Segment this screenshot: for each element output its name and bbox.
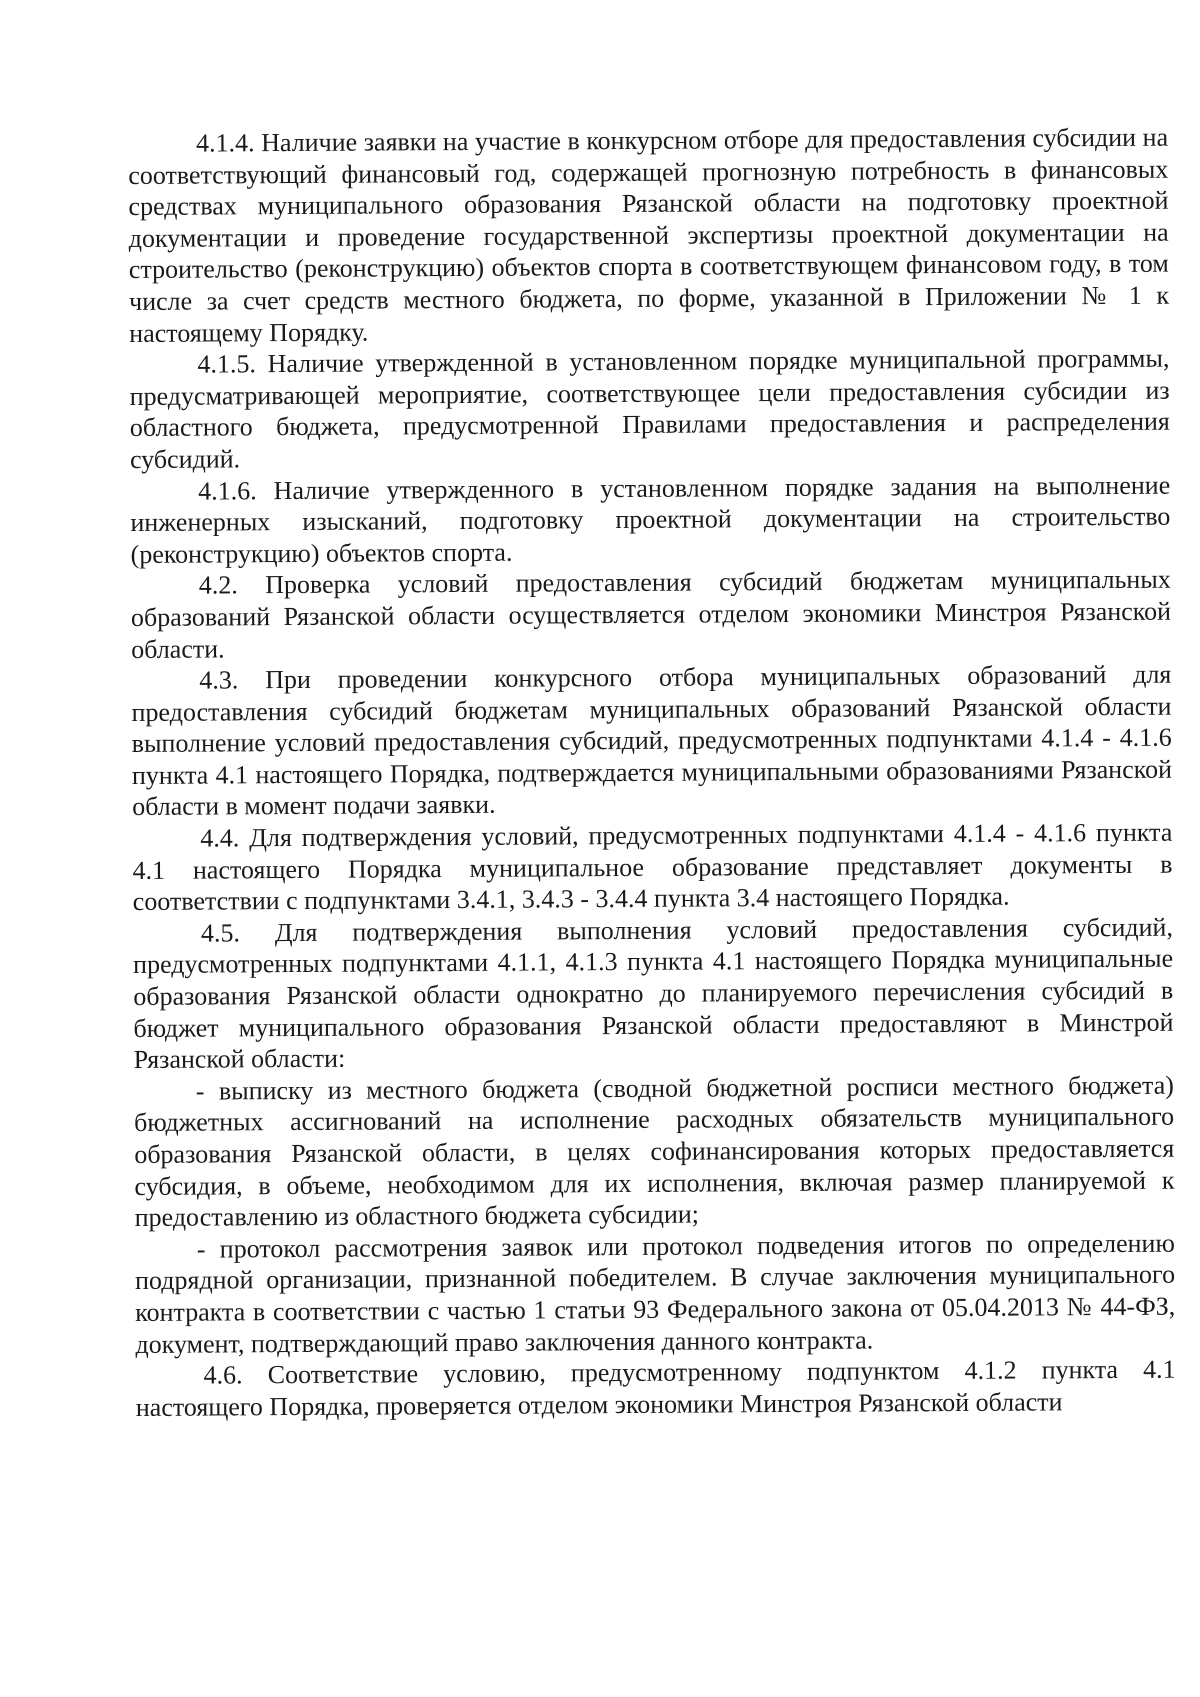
- document-body: [128, 122, 1176, 1424]
- paragraph-4-5: 4.5. Для подтверждения выполнения условий предоставления субсидий, предусмотренных подпунктами 4.1.1, 4.1.3 пункта 4.1 настоящего Порядка муниципальные образования Рязанской области однократно до планируемого перечисления субсидий в бюджет муниципального образования Рязанской области предоставляют в Минстрой Рязанской области:: [133, 912, 1174, 1075]
- paragraph-4-2: 4.2. Проверка условий предоставления субсидий бюджетам муниципальных образований Рязанской области осуществляется отделом экономики Минстроя Рязанской области.: [130, 564, 1172, 664]
- paragraph-4-1-5: 4.1.5. Наличие утвержденной в установленном порядке муниципальной программы, предусматривающей мероприятие, соответствующее цели предоставления субсидии из областного бюджета, предусмотренной Правилами предоставления и распределения субсидий.: [129, 343, 1170, 474]
- paragraph-4-1-4: 4.1.4. Наличие заявки на участие в конкурсном отборе для предоставления субсидии на соответствующий финансовый год, содержащей прогнозную потребность в финансовых средствах муниципального образования Рязанской области на подготовку проектной документации и проведение государственной экспертизы проектной документации на строительство (реконструкцию) объектов спорта в соответствующем финансовом году, в том числе за счет средств местного бюджета, по форме, указанной в Приложении № 1 к настоящему Порядку.: [128, 122, 1170, 348]
- paragraph-4-3: 4.3. При проведении конкурсного отбора муниципальных образований для предоставления субсидий бюджетам муниципальных образований Рязанской области выполнение условий предоставления субсидий, предусмотренных подпунктами 4.1.4 - 4.1.6 пункта 4.1 настоящего Порядка, подтверждается муниципальными образованиями Рязанской области в момент подачи заявки.: [131, 659, 1173, 822]
- list-item-protocol: - протокол рассмотрения заявок или протокол подведения итогов по определению подрядной организации, признанной победителем. В случае заключения муниципального контракта в соответствии с частью 1 статьи 93 Федерального закона от 05.04.2013 № 44-ФЗ, документ, подтверждающий право заключения данного контракта.: [134, 1228, 1176, 1359]
- list-item-budget-extract: - выписку из местного бюджета (сводной бюджетной росписи местного бюджета) бюджетных ассигнований на исполнение расходных обязательств муниципального образования Рязанской области, в целях софинансирования которых предоставляется субсидия, в объеме, необходимом для их исполнения, включая размер планируемой к предоставлению из областного бюджета субсидии;: [133, 1070, 1175, 1233]
- paragraph-4-6: 4.6. Соответствие условию, предусмотренному подпунктом 4.1.2 пункта 4.1 настоящего Порядка, проверяется отделом экономики Минстроя Рязанской области: [135, 1354, 1176, 1422]
- paragraph-4-1-6: 4.1.6. Наличие утвержденного в установленном порядке задания на выполнение инженерных изысканий, подготовку проектной документации на строительство (реконструкцию) объектов спорта.: [130, 470, 1171, 569]
- paragraph-4-4: 4.4. Для подтверждения условий, предусмотренных подпунктами 4.1.4 - 4.1.6 пункта 4.1 настоящего Порядка муниципальное образование представляет документы в соответствии с подпунктами 3.4.1, 3.4.3 - 3.4.4 пункта 3.4 настоящего Порядка.: [132, 817, 1173, 917]
